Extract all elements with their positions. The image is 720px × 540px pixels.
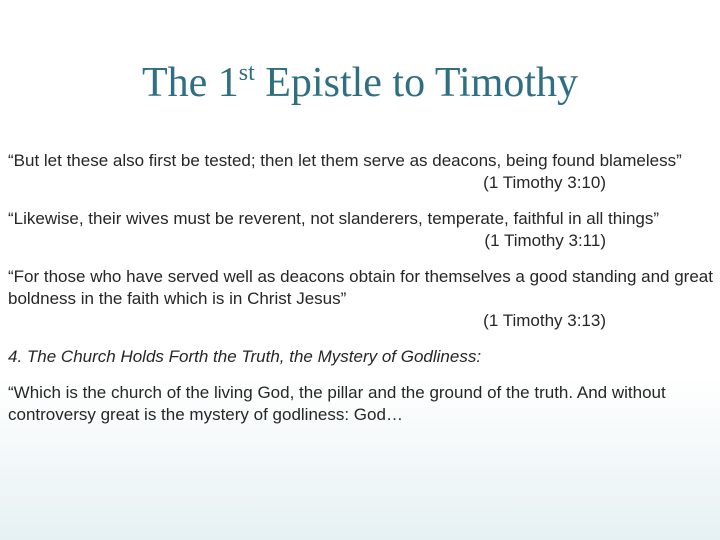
- quote-1-reference: (1 Timothy 3:10): [483, 173, 606, 192]
- quote-3-reference: (1 Timothy 3:13): [483, 311, 606, 330]
- slide-title: [0, 60, 720, 106]
- title-superscript: st: [238, 60, 255, 86]
- quote-2-text: “Likewise, their wives must be reverent, not slanderers, temperate, faithful in all things”: [8, 209, 660, 228]
- quote-1-text: “But let these also first be tested; then let them serve as deacons, being found blameless”: [8, 151, 682, 170]
- slide-body: [8, 150, 714, 426]
- quote-3-text: “For those who have served well as deacons obtain for themselves a good standing and great boldness in the faith which is in Christ Jesus”: [8, 267, 713, 308]
- quote-2-reference: (1 Timothy 3:11): [484, 231, 606, 250]
- title-pre: The 1: [141, 60, 239, 106]
- title-post: Epistle to Timothy: [254, 60, 579, 106]
- final-quote-text: “Which is the church of the living God, the pillar and the ground of the truth. And without controversy great is the mystery of godliness: God…: [8, 383, 666, 424]
- point-heading: 4. The Church Holds Forth the Truth, the Mystery of Godliness:: [8, 347, 482, 366]
